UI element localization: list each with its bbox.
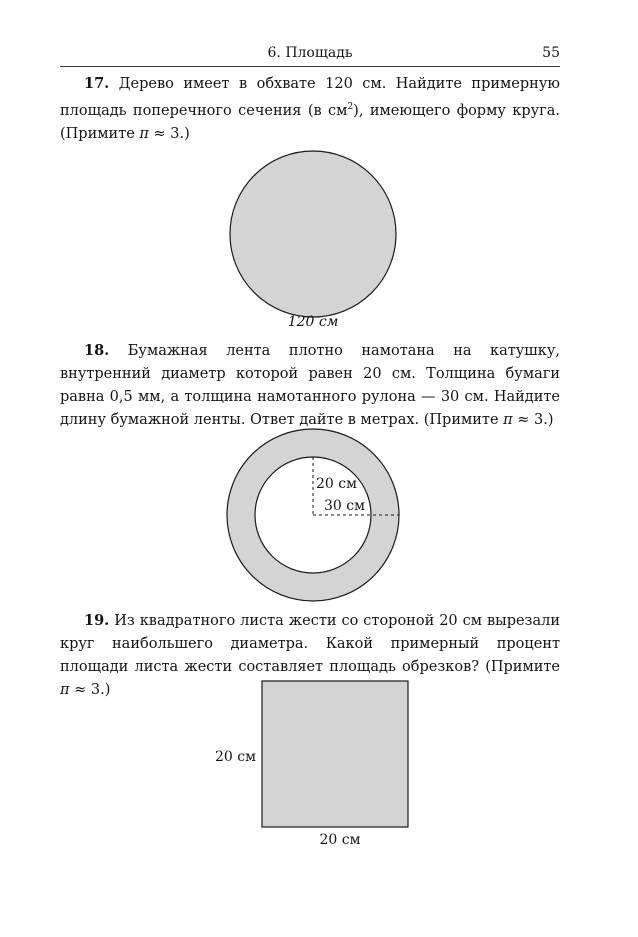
problem-18-body: Бумажная лента плотно намотана на катушку, внутренний диаметр которой равен 20 см. Толщина бумаги равна 0,5 мм, а толщина намотанного рулона — 30 см. Найдите длину бумажной ленты. Ответ дайте в метрах. (Примите	[60, 343, 560, 428]
problem-19-body: Из квадратного листа жести со стороной 20 см вырезали круг наибольшего диаметра. Какой примерный процент площади листа жести составляет площадь обрезков? (Примите	[60, 613, 560, 675]
tin-sheet-square	[262, 681, 408, 827]
square-side-label: 20 см	[215, 749, 256, 765]
circumference-label: 120 см	[287, 314, 339, 330]
problem-19-approx: ≈ 3.)	[69, 682, 111, 698]
problem-17-body-a: Дерево имеет в обхвате 120 см. Найдите примерную площадь поперечного сечения (в см	[60, 76, 560, 119]
problem-17-approx: ≈ 3.)	[148, 125, 190, 142]
inner-diameter-label: 20 см	[316, 476, 357, 492]
problem-18-pi: π	[503, 412, 513, 428]
problem-18-text	[60, 339, 560, 432]
square-bottom-label: 20 см	[319, 832, 361, 848]
problem-19-pi: π	[60, 682, 70, 698]
problem-19-figure	[0, 675, 638, 860]
section-title: 6. Площадь	[267, 45, 353, 61]
roll-thickness-label: 30 см	[324, 498, 365, 514]
tree-cross-section-circle	[230, 151, 396, 317]
problem-17-superscript: 2	[347, 102, 354, 112]
problem-17-figure	[0, 150, 638, 335]
problem-18-approx: ≈ 3.)	[512, 412, 554, 428]
problem-17-body-b: ), имеющего форму круга. (Примите	[60, 102, 560, 142]
running-header	[60, 40, 560, 67]
page-number: 55	[542, 45, 560, 61]
problem-17-text	[60, 72, 560, 146]
problem-17-pi: π	[139, 125, 149, 142]
problem-19-number: 19.	[84, 612, 110, 629]
problem-18-figure	[0, 430, 638, 605]
problem-18-number: 18.	[84, 342, 110, 359]
problem-17-number: 17.	[84, 75, 110, 92]
